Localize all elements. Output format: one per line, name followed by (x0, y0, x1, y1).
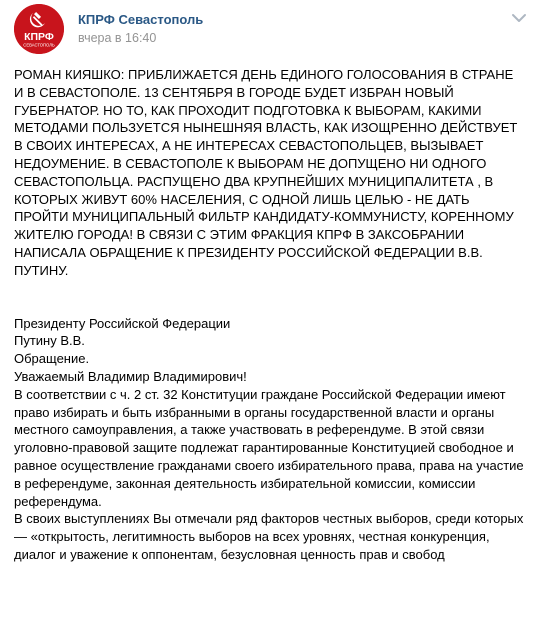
post-line: Путину В.В. (14, 333, 85, 349)
post-line: уголовно-правовой защите подлежат гарантированные Конституцией свободное и (14, 440, 514, 456)
hammer-sickle-icon (14, 4, 64, 54)
group-avatar[interactable] (14, 4, 64, 54)
post-author-link[interactable]: КПРФ Севастополь (78, 12, 204, 27)
logo-subtext: СЕВАСТОПОЛЬ (23, 42, 55, 48)
post-line: Уважаемый Владимир Владимирович! (14, 368, 247, 384)
post-line: В соответствии с ч. 2 ст. 32 Конституции граждане Российской Федерации имеют право избирать и быть избранными в органы государственной власти и органы местного самоуправления, а также участвовать в референдуме. В этой связи (14, 386, 506, 438)
post-headline: РОМАН КИЯШКО: ПРИБЛИЖАЕТСЯ ДЕНЬ ЕДИНОГО ГОЛОСОВАНИЯ В СТРАНЕ И В СЕВАСТОПОЛЕ. 13 СЕНТЯБРЯ В ГОРОДЕ БУДЕТ ИЗБРАН НОВЫЙ ГУБЕРНАТОР. НО ТО, КАК ПРОХОДИТ ПОДГОТОВКА К ВЫБОРАМ, КАКИМИ МЕТОДАМИ ПОЛЬЗУЕТСЯ НЫНЕШНЯЯ ВЛАСТЬ, КАК ИЗОЩРЕННО ДЕЙСТВУЕТ В СВОИХ ИНТЕРЕСАХ, А НЕ ИНТЕРЕСАХ СЕВАСТОПОЛЬЦЕВ, ВЫЗЫВАЕТ НЕДОУМЕНИЕ. В СЕВАСТОПОЛЕ К ВЫБОРАМ НЕ ДОПУЩЕНО НИ ОДНОГО СЕВАСТОПОЛЬЦА. РАСПУЩЕНО ДВА КРУПНЕЙШИХ МУНИЦИПАЛИТЕТА , В КОТОРЫХ ЖИВУТ 60% НАСЕЛЕНИЯ, С ОДНОЙ ЛИШЬ ЦЕЛЬЮ - НЕ ДАТЬ ПРОЙТИ МУНИЦИПАЛЬНЫЙ ФИЛЬТР КАНДИДАТУ-КОММУНИСТУ, КОРЕННОМУ ЖИТЕЛЮ ГОРОДА! В СВЯЗИ С ЭТИМ ФРАКЦИЯ КПРФ В ЗАКСОБРАНИИ НАПИСАЛА ОБРАЩЕНИЕ К ПРЕЗИДЕНТУ РОССИЙСКОЙ ФЕДЕРАЦИИ В.В. ПУТИНУ. (14, 67, 518, 278)
post-line: в референдуме, законная деятельность избирательной комиссии, комиссии референдума. (14, 475, 476, 509)
post-line: Президенту Российской Федерации (14, 315, 231, 331)
post-text (14, 66, 526, 564)
post-line: равное осуществление гражданами своего избирательного права, права на участие (14, 457, 524, 473)
post-line: В своих выступлениях Вы отмечали ряд факторов честных выборов, среди которых — «открытость, легитимность выборов на всех уровнях, честная конкуренция, диалог и уважение к оппонентам, безусловная ценность прав и свобод (14, 511, 524, 562)
post-line: Обращение. (14, 351, 90, 367)
chevron-down-icon (509, 10, 529, 26)
logo-text: КПРФ (24, 31, 54, 43)
post-timestamp[interactable]: вчера в 16:40 (78, 31, 157, 45)
post-menu-button[interactable] (509, 10, 529, 26)
post-header (14, 4, 529, 60)
